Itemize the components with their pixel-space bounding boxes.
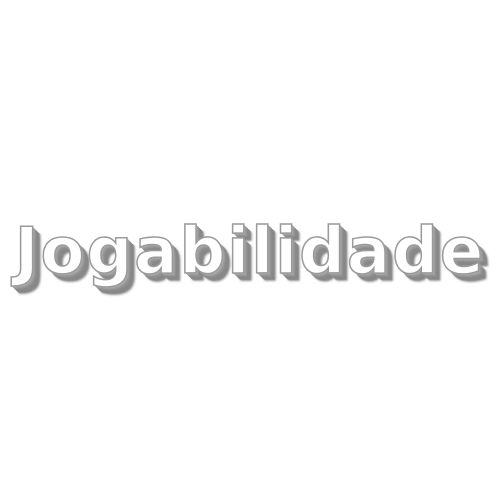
title-word: Jogabilidade — [14, 215, 486, 289]
